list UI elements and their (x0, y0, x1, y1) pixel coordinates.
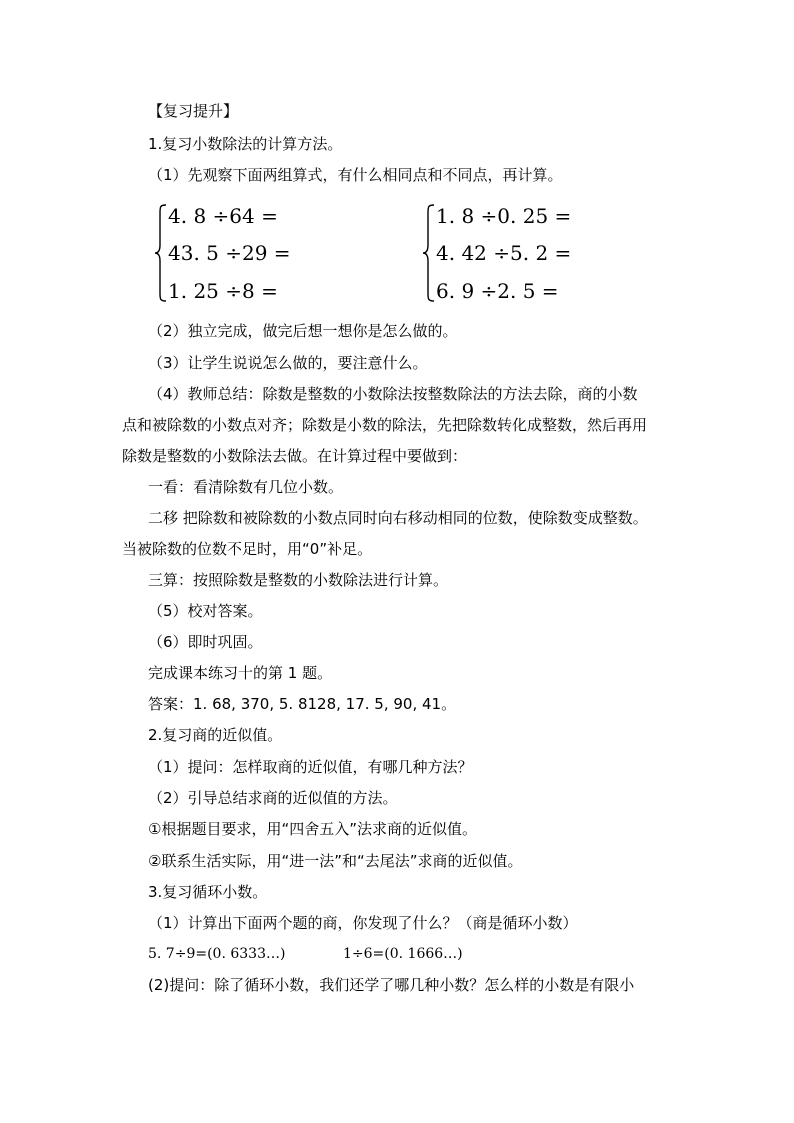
right-equation: 6. 9 ÷2. 5 = (436, 279, 559, 303)
section-1-title: 1.复习小数除法的计算方法。 (148, 135, 343, 153)
example-1: 5. 7÷9=(0. 6333…) (148, 946, 286, 962)
paragraph-1-1: （1）先观察下面两组算式，有什么相同点和不同点，再计算。 (148, 166, 563, 184)
left-brace (154, 203, 168, 303)
paragraph-2-1: （1）提问：怎样取商的近似值，有哪几种方法？ (148, 758, 473, 776)
paragraph-2-2: （2）引导总结求商的近似值的方法。 (148, 789, 398, 807)
paragraph-1-6: （6）即时巩固。 (148, 633, 263, 651)
example-2: 1÷6=(0. 1666…) (343, 946, 463, 962)
method-2: ②联系生活实际，用“进一法”和“去尾法”求商的近似值。 (148, 852, 523, 870)
right-equation: 1. 8 ÷0. 25 = (436, 204, 572, 228)
step-move-line-1: 二移 把除数和被除数的小数点同时向右移动相同的位数，使除数变成整数。 (148, 509, 648, 527)
answer-line: 答案：1. 68, 370, 5. 8128, 17. 5, 90, 41。 (148, 695, 457, 713)
left-equation: 1. 25 ÷8 = (168, 279, 278, 303)
left-equation: 43. 5 ÷29 = (168, 241, 291, 265)
paragraph-1-3: （3）让学生说说怎么做的，要注意什么。 (148, 354, 428, 372)
paragraph-3-2: (2)提问：除了循环小数，我们还学了哪几种小数？怎么样的小数是有限小 (148, 976, 635, 994)
step-look: 一看：看清除数有几位小数。 (148, 478, 344, 496)
section-3-title: 3.复习循环小数。 (148, 883, 268, 901)
paragraph-1-4-line-1: （4）教师总结：除数是整数的小数除法按整数除法的方法去除，商的小数 (148, 385, 638, 403)
paragraph-1-4-line-2: 点和被除数的小数点对齐；除数是小数的除法，先把除数转化成整数，然后再用 (122, 416, 648, 434)
paragraph-1-7: 完成课本练习十的第 1 题。 (148, 664, 333, 682)
method-1: ①根据题目要求，用“四舍五入”法求商的近似值。 (148, 820, 477, 838)
right-brace (422, 203, 436, 303)
step-move-line-2: 当被除数的位数不足时，用“0”补足。 (122, 540, 373, 558)
paragraph-3-1: （1）计算出下面两个题的商，你发现了什么？（商是循环小数） (148, 914, 578, 932)
paragraph-1-5: （5）校对答案。 (148, 602, 263, 620)
paragraph-1-4-line-3: 除数是整数的小数除法去做。在计算过程中要做到： (122, 447, 468, 465)
left-equation: 4. 8 ÷64 = (168, 204, 278, 228)
section-heading: 【复习提升】 (148, 102, 239, 120)
right-equation: 4. 42 ÷5. 2 = (436, 241, 572, 265)
paragraph-1-2: （2）独立完成，做完后想一想你是怎么做的。 (148, 322, 458, 340)
section-2-title: 2.复习商的近似值。 (148, 726, 283, 744)
step-calculate: 三算：按照除数是整数的小数除法进行计算。 (148, 571, 449, 589)
